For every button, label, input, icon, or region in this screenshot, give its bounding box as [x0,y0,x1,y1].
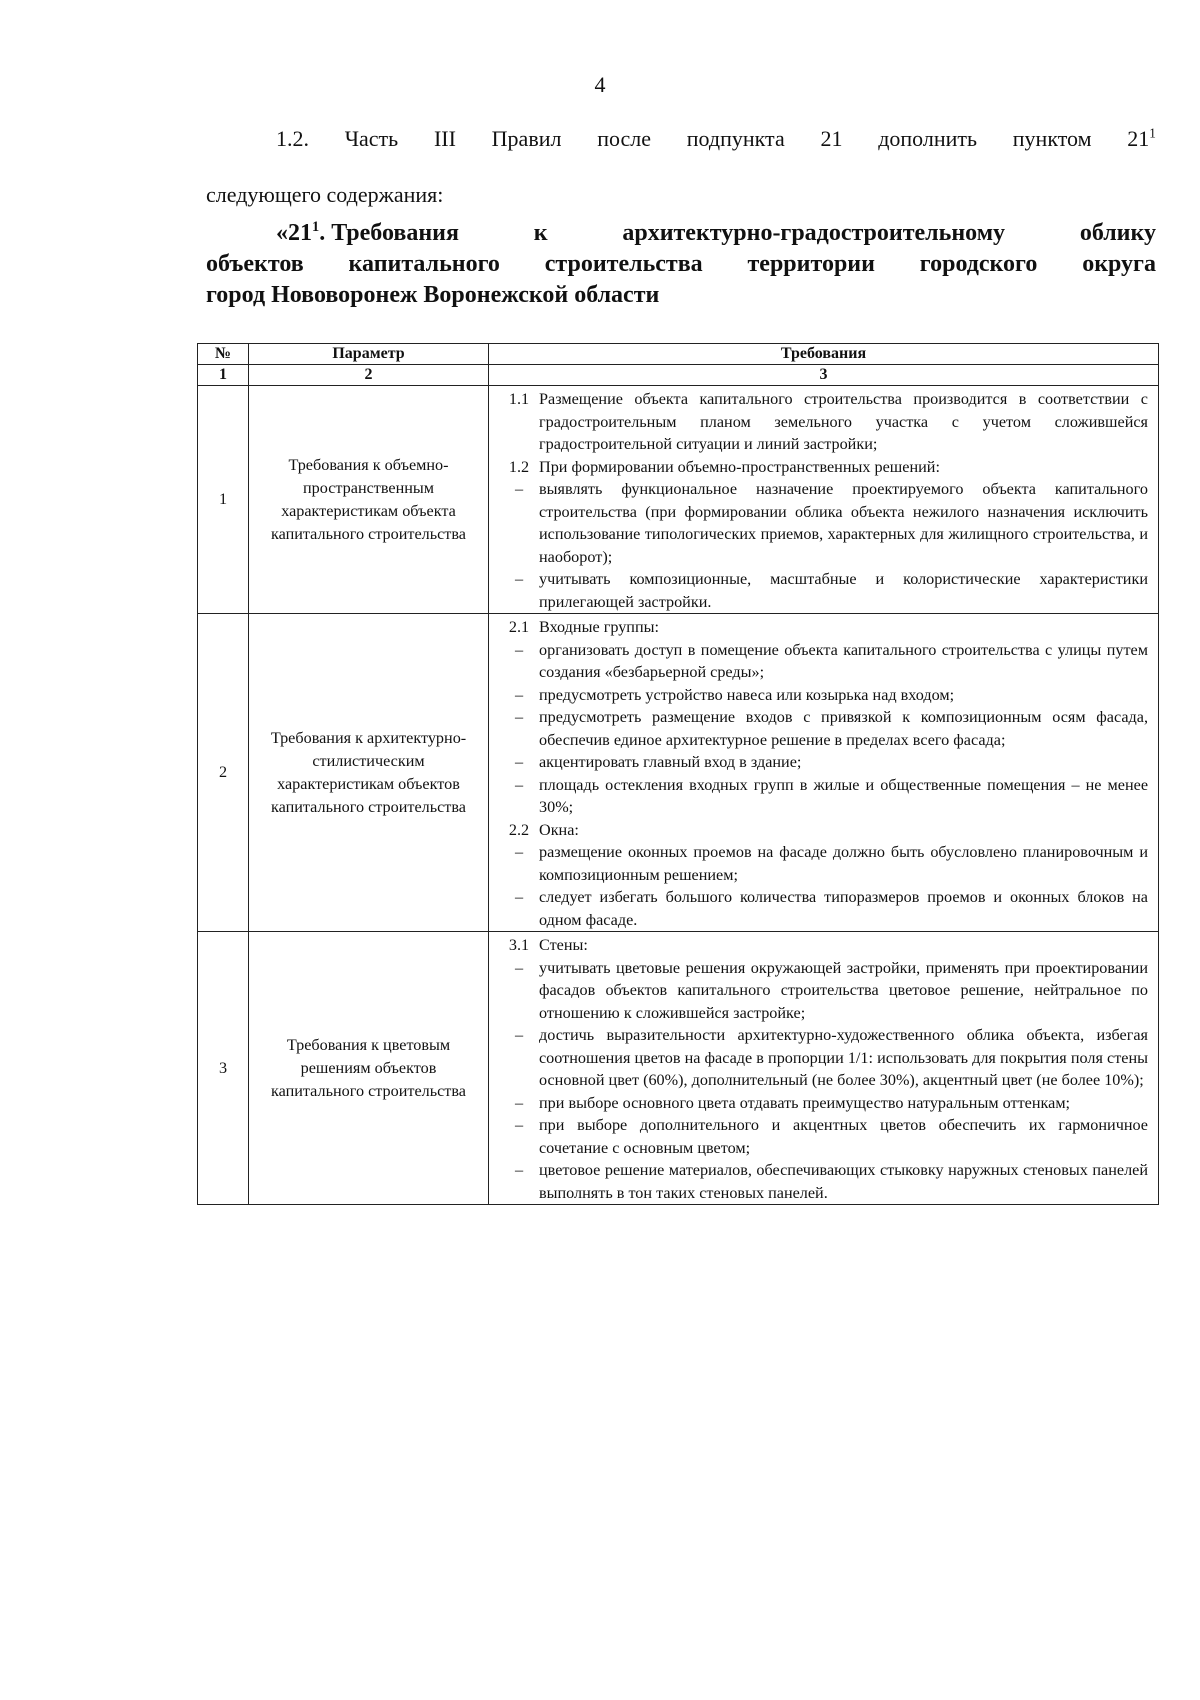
requirements-cell [489,386,1159,614]
requirement-text: акцентировать главный вход в здание; [539,753,802,771]
requirement-item [499,478,1148,568]
heading-line-3: город Нововоронеж Воронежской области [206,282,660,308]
requirement-marker: – [514,1026,524,1044]
parameter-cell: Требования к цветовым решениям объектов капитального строительства [249,932,489,1205]
requirement-item [499,616,1148,639]
heading-line-1 [206,218,1156,249]
requirement-text: Окна: [539,820,579,839]
header-parameter: Параметр [249,344,489,365]
requirement-marker: – [514,570,524,588]
requirement-text: следует избегать большого количества типоразмеров проемов и оконных блоков на одном фасаде. [539,888,1148,929]
requirements-table [197,343,1159,1205]
requirement-marker: 1.2 [508,457,530,476]
row-number: 1 [198,386,249,614]
intro-word: пунктом [1012,126,1092,151]
heading-word: городского [919,251,1038,277]
header-number: № [198,344,249,365]
requirement-item [499,456,1148,479]
heading-superscript: 1 [312,219,320,235]
table-row [198,614,1159,932]
requirement-text: Размещение объекта капитального строительства производится в соответствии с градостроительным планом земельного участка с учетом сложившейся градостроительной ситуации и линий застройки; [539,390,1148,453]
requirement-marker: – [514,685,524,704]
requirements-cell [489,932,1159,1205]
requirement-marker: – [514,1093,524,1112]
requirement-item [499,751,1148,774]
heading-word: архитектурно-градостроительному [622,220,1006,246]
requirement-item [499,1159,1148,1204]
heading-word: округа [1082,251,1156,277]
requirement-text: предусмотреть размещение входов с привязкой к композиционным осям фасада, обеспечив единое архитектурное решение в пределах всего фасада; [539,708,1148,749]
table-body [198,386,1159,1205]
requirement-text: организовать доступ в помещение объекта капитального строительства с улицы путем создания «безбарьерной среды»; [539,640,1148,681]
requirements-cell [489,614,1159,932]
requirement-item [499,706,1148,751]
requirement-text: учитывать цветовые решения окружающей застройки, применять при проектировании фасадов объектов капитального строительства цветовое решение, нейтральное по отношению к сложившейся застройке; [539,958,1148,1022]
requirement-item [499,774,1148,819]
requirement-item [499,934,1148,957]
intro-word: III [433,126,456,151]
column-number: 2 [249,365,489,386]
requirement-text: При формировании объемно-пространственных решений: [539,457,940,476]
section-heading [206,218,1156,311]
requirement-item [499,841,1148,886]
requirement-item [499,886,1148,931]
intro-superscript: 1 [1149,125,1156,141]
heading-word: облику [1079,220,1156,246]
heading-word: капитального [348,251,500,277]
requirement-text: выявлять функциональное назначение проектируемого объекта капитального строительства (при формировании облика объекта нежилого назначения исключить использование типологических приемов, характерных для жилищного строительства, и наоборот); [539,480,1148,566]
intro-word: 21 [1127,126,1150,151]
intro-paragraph [206,124,1156,210]
intro-word: Часть [344,126,399,151]
requirement-marker: – [514,1116,524,1134]
requirement-item [499,1092,1148,1115]
requirement-text: при выборе дополнительного и акцентных цветов обеспечить их гармоничное сочетание с основным цветом; [539,1116,1148,1157]
requirement-marker: 3.1 [508,936,530,954]
requirement-text: достичь выразительности архитектурно-художественного облика объекта, избегая соотношения цветов на фасаде в пропорции 1/1: использовать для покрытия поля стены основной цвет (60%), дополнительный (не более 30%), акцентный цвет (не более 10%); [539,1026,1148,1089]
requirement-marker: 2.1 [508,618,530,636]
requirement-marker: – [514,888,524,906]
requirement-item [499,639,1148,684]
requirement-marker: – [514,775,524,794]
heading-word: строительства [544,251,703,277]
parameter-cell: Требования к объемно-пространственным характеристикам объекта капитального строительства [249,386,489,614]
column-number: 1 [198,365,249,386]
requirement-item [499,1024,1148,1092]
row-number: 3 [198,932,249,1205]
requirement-item [499,957,1148,1025]
header-requirements: Требования [489,344,1159,365]
requirement-marker: 1.1 [508,390,530,408]
page-number: 4 [594,72,606,97]
requirement-marker: – [514,753,524,771]
intro-line-2: следующего содержания: [206,182,444,207]
intro-line-1 [206,124,1156,154]
table-column-numbering-row [198,365,1159,386]
requirement-text: площадь остекления входных групп в жилые и общественные помещения – не менее 30%; [539,775,1148,816]
heading-number [276,218,459,249]
requirement-marker: 2.2 [508,820,530,839]
requirement-item [499,819,1148,842]
requirement-marker: – [514,843,524,861]
requirement-text: при выборе основного цвета отдавать преимущество натуральным оттенкам; [539,1093,1071,1112]
requirement-marker: – [514,708,524,726]
requirement-item [499,684,1148,707]
table-header-row [198,344,1159,365]
requirement-text: Стены: [539,936,588,954]
intro-word: после [597,126,652,151]
requirement-item [499,1114,1148,1159]
requirement-marker: – [514,640,524,659]
intro-word: подпункта [686,126,785,151]
table-row [198,932,1159,1205]
requirement-text: цветовое решение материалов, обеспечивающих стыковку наружных стеновых панелей выполнять в тон таких стеновых панелей. [539,1161,1148,1202]
column-number: 3 [489,365,1159,386]
requirement-marker: – [514,480,524,498]
heading-word: территории [747,251,875,277]
intro-word: Правил [491,126,562,151]
heading-word: к [533,220,548,246]
requirement-marker: – [514,958,524,977]
requirement-text: учитывать композиционные, масштабные и колористические характеристики прилегающей застройки. [539,570,1148,611]
requirement-item [499,568,1148,613]
table-row [198,386,1159,614]
requirement-text: Входные группы: [539,618,660,636]
heading-line-2 [206,249,1156,280]
requirement-text: размещение оконных проемов на фасаде должно быть обусловлено планировочным и композиционным решением; [539,843,1148,884]
requirement-marker: – [514,1161,524,1179]
heading-quote: «21 [276,220,312,246]
intro-word: дополнить [878,126,978,151]
heading-word: . Требования [319,220,459,246]
intro-word: 1.2. [276,126,309,151]
requirement-text: предусмотреть устройство навеса или козырька над входом; [539,685,955,704]
heading-word: объектов [206,251,304,277]
requirement-item [499,388,1148,456]
row-number: 2 [198,614,249,932]
intro-word: 21 [820,126,843,151]
intro-word-with-sup [1127,124,1156,154]
parameter-cell: Требования к архитектурно-стилистическим характеристикам объектов капитального строительства [249,614,489,932]
